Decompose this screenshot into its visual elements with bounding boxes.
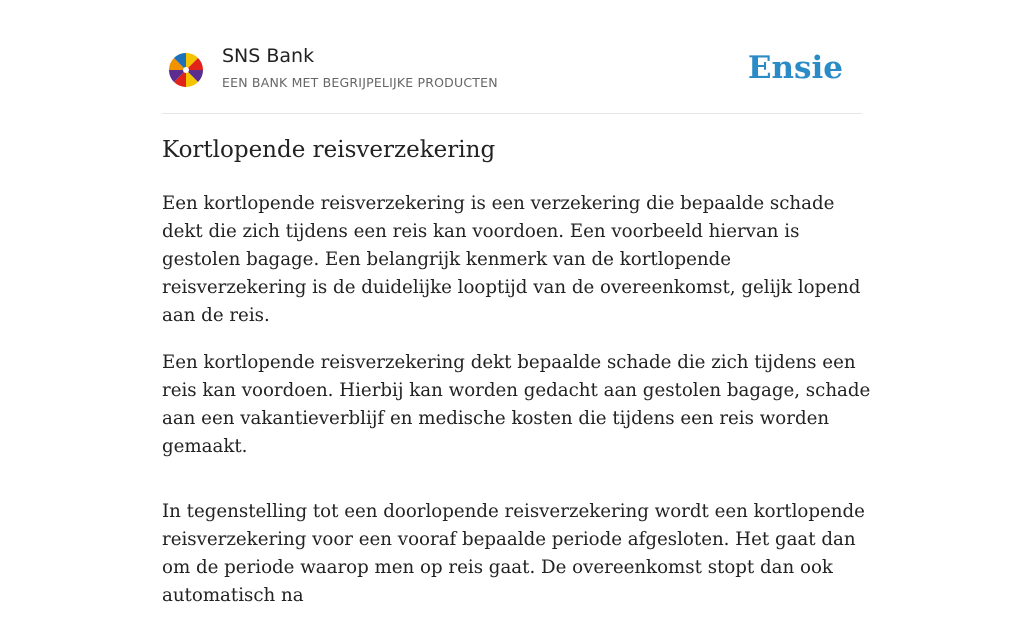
page: [162, 0, 871, 606]
header: [162, 0, 862, 114]
paragraph: In tegenstelling tot een doorlopende reisverzekering wordt een kortlopende reisverzekering voor een vooraf bepaalde periode afgesloten. Het gaat dan om de periode waarop men op reis gaat. De overeenkomst stopt dan ook automatisch na: [162, 501, 865, 606]
article-body: [162, 190, 872, 629]
paragraph: Een kortlopende reisverzekering is een verzekering die bepaalde schade dekt die zich tijdens een reis kan voordoen. Een voorbeeld hiervan is gestolen bagage. Een belangrijk kenmerk van de kortlopende reisverzekering is de duidelijke looptijd van de overeenkomst, gelijk lopend aan de reis.: [162, 193, 861, 326]
ensie-logo-link[interactable]: Ensie: [747, 50, 843, 86]
brand-tagline: EEN BANK MET BEGRIJPELIJKE PRODUCTEN: [222, 75, 498, 90]
brand-name: SNS Bank: [222, 45, 315, 67]
page-title: Kortlopende reisverzekering: [162, 137, 496, 163]
paragraph: Een kortlopende reisverzekering dekt bepaalde schade die zich tijdens een reis kan voordoen. Hierbij kan worden gedacht aan gestolen bagage, schade aan een vakantieverblijf en medische kosten die tijdens een reis worden gemaakt.: [162, 352, 871, 457]
sns-bank-logo-icon: [168, 52, 204, 88]
